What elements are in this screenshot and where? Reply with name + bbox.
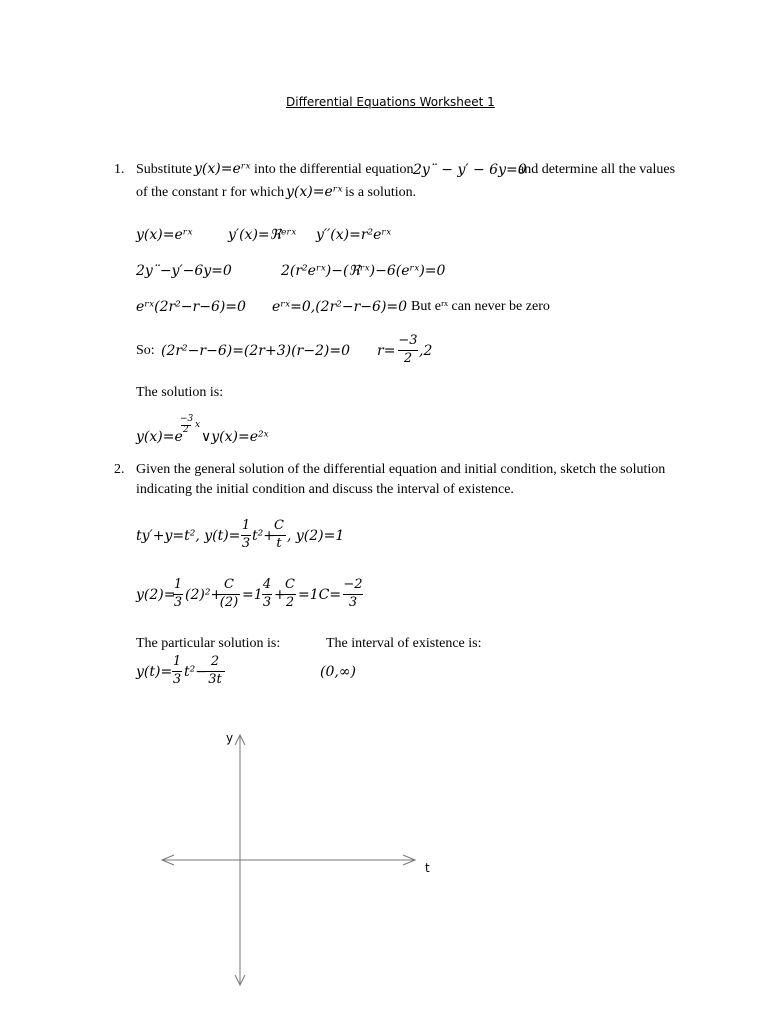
q1-cases: eʳˣ=0,(2r²−r−6)=0	[272, 299, 408, 315]
q1-solution-exp: −3	[180, 414, 194, 424]
q2-general-eq-a: ty′+y=t², y(t)=	[136, 528, 241, 544]
q1-r-tail: ,2	[419, 343, 433, 359]
q1-so-label: So:	[136, 343, 155, 358]
q1-substituted: 2(r²eʳˣ)−(ℜʳˣ)−6(eʳˣ)=0	[281, 263, 446, 279]
q2-ic-f1-den: 3	[173, 595, 183, 610]
t-axis-label: t	[425, 861, 430, 875]
q1-expr-ode: 2y¨ − y′ − 6y=0	[413, 162, 527, 178]
q2-ic-e: =1C=	[298, 587, 342, 603]
q2-ps-f1-num: 1	[172, 654, 182, 669]
q2-ic-a: y(2)=	[136, 587, 176, 603]
q2-interval-value: (0,∞)	[320, 664, 356, 680]
q2-eq-f2-num: C	[274, 518, 284, 533]
q1-r-den: 2	[403, 351, 413, 366]
q1-number: 1.	[114, 162, 125, 177]
q1-solution-exp-x: x	[195, 420, 201, 430]
q2-ic-f1-num: 1	[173, 577, 183, 592]
q1-text-b: into the differential equation	[254, 162, 414, 177]
q1-y-double-prime: y′′(x)=r²eʳˣ	[316, 227, 392, 243]
q1-factorization: (2r²−r−6)=(2r+3)(r−2)=0	[161, 343, 350, 359]
q1-solution-label: The solution is:	[136, 385, 224, 400]
q1-ode: 2y¨−y′−6y=0	[136, 263, 232, 279]
q1-y-prime: y′(x)=ℜᵉʳˣ	[228, 227, 297, 243]
q2-text-1: Given the general solution of the differential equation and initial condition, sketch the solution	[136, 462, 666, 477]
q2-interval-label: The interval of existence is:	[326, 636, 482, 651]
q2-particular-label: The particular solution is:	[136, 636, 281, 651]
q1-expr-trial: y(x)=eʳˣ	[194, 161, 251, 177]
q2-ps-f2-num: 2	[210, 654, 220, 669]
q1-text-c: and determine all the values	[518, 162, 676, 177]
q2-eq-f2-den: t	[276, 536, 282, 551]
q2-ic-f5-den: 3	[348, 595, 358, 610]
q2-general-eq-b: t²+	[252, 528, 275, 544]
q2-ic-f5-num: −2	[343, 577, 363, 592]
q2-eq-f1-den: 3	[241, 536, 251, 551]
q1-text-d: of the constant r for which	[136, 185, 285, 200]
q2-ic-f2-num: C	[224, 577, 234, 592]
q1-r-num: −3	[398, 333, 418, 348]
q1-text-a: Substitute	[136, 162, 193, 177]
q2-ic-c: =1	[242, 587, 263, 603]
q2-ic-b: (2)²+	[185, 587, 223, 603]
q2-ps-f1-den: 3	[172, 672, 182, 687]
q1-text-e: is a solution.	[345, 185, 417, 200]
q2-ic-f3-den: 3	[262, 595, 272, 610]
y-axis-label: y	[226, 731, 234, 745]
q2-ic-f4-num: C	[285, 577, 295, 592]
q2-ic-f2-den: (2)	[219, 595, 239, 610]
q2-number: 2.	[114, 462, 125, 477]
q2-ic-f4-den: 2	[285, 595, 295, 610]
q1-expr-trial-2: y(x)=eʳˣ	[286, 184, 343, 200]
q1-factored: eʳˣ(2r²−r−6)=0	[136, 299, 246, 315]
q2-text-2: indicating the initial condition and discuss the interval of existence.	[136, 482, 514, 497]
q2-ps-b: t²−	[184, 664, 207, 680]
q1-note: But eʳˣ can never be zero	[411, 299, 550, 314]
q2-ps-f2-den: 3t	[208, 672, 222, 687]
q2-eq-f1-num: 1	[241, 518, 251, 533]
q2-general-eq-c: , y(2)=1	[287, 528, 345, 544]
q1-solution-exp-den: 2	[183, 425, 189, 435]
q2-ic-f3-num: 4	[262, 577, 272, 592]
q1-solution-left: y(x)=e	[136, 429, 183, 445]
q1-solution-right: ∨y(x)=e²ˣ	[201, 429, 269, 445]
q1-y: y(x)=eʳˣ	[136, 227, 193, 243]
q1-r-label: r=	[377, 343, 396, 359]
worksheet-title: Differential Equations Worksheet 1	[286, 95, 495, 109]
q2-ps-a: y(t)=	[136, 664, 173, 680]
q2-ic-d: +	[274, 587, 286, 603]
